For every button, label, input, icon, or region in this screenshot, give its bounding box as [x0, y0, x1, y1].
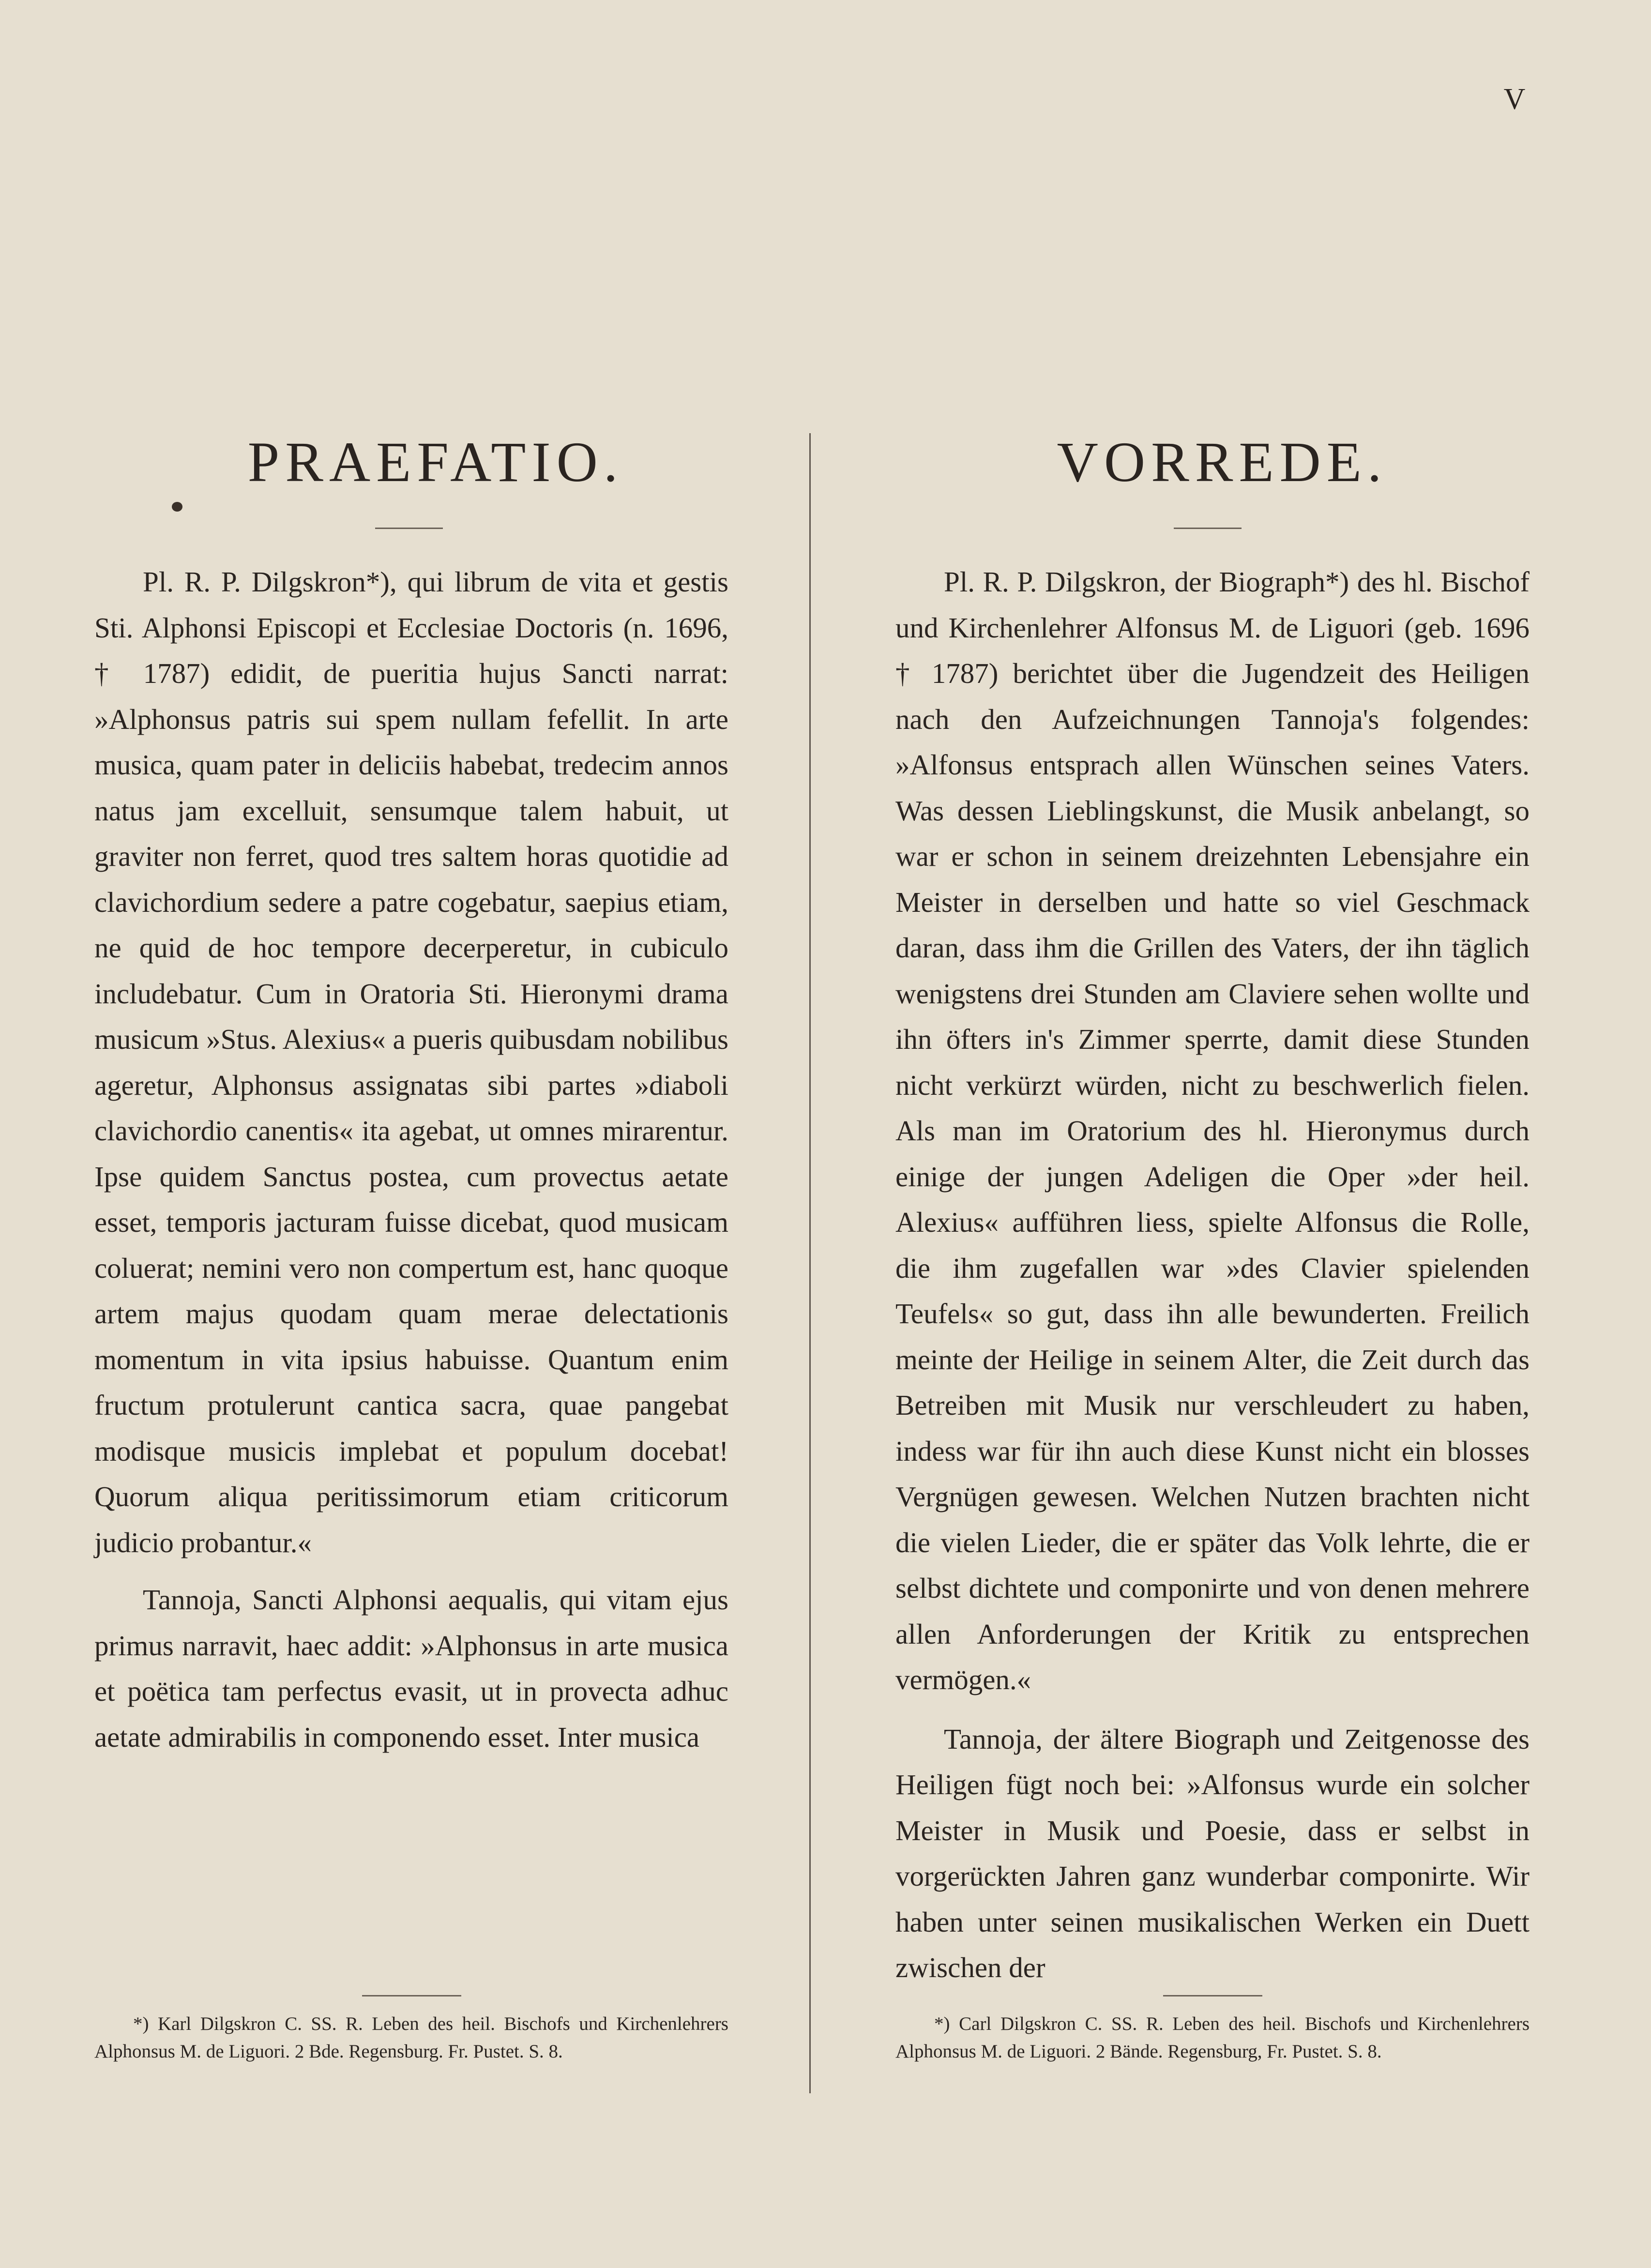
- latin-footnote-rule: [362, 1995, 461, 1996]
- german-paragraph-2: Tannoja, der ältere Biograph und Zeitgenosse des Heiligen fügt noch bei: »Alfonsus wurde ein solcher Meister in Musik und Poesie, dass er selbst in vorgerückten Jahren ganz wunderbar componirte. Wir haben unter seinen musikalischen Werken ein Duett zwischen der: [895, 1723, 1530, 1983]
- latin-column: [94, 426, 728, 1760]
- latin-title: PRAEFATIO.: [247, 430, 624, 494]
- german-footnote-rule: [1163, 1995, 1262, 1996]
- german-footnote-block: [895, 1995, 1530, 2065]
- page-number: V: [1503, 83, 1527, 116]
- german-title-rule: [1174, 528, 1242, 529]
- latin-footnote: *) Karl Dilgskron C. SS. R. Leben des heil. Bischofs und Kirchenlehrers Alphonsus M. de Liguori. 2 Bde. Regensburg. Fr. Pustet. S. 8.: [94, 2013, 728, 2062]
- latin-paragraph-1: Pl. R. P. Dilgskron*), qui librum de vita et gestis Sti. Alphonsi Episcopi et Ecclesiae Doctoris (n. 1696, † 1787) edidit, de pueritia hujus Sancti narrat: »Alphonsus patris sui spem nullam fefellit. In arte musica, quam pater in deliciis habebat, tredecim annos natus jam excelluit, sensumque talem habuit, ut graviter non ferret, quod tres saltem horas quotidie ad clavichordium sedere a patre cogebatur, saepius etiam, ne quid de hoc tempore decerperetur, in cubiculo includebatur. Cum in Oratoria Sti. Hieronymi drama musicum »Stus. Alexius« a pueris quibusdam nobilibus ageretur, Alphonsus assignatas sibi partes »diaboli clavichordio canentis« ita agebat, ut omnes mirarentur. Ipse quidem Sanctus postea, cum provectus aetate esset, temporis jacturam fuisse dicebat, quod musicam coluerat; nemini vero non compertum est, hanc quoque artem majus quodam quam merae delectationis momentum in vita ipsius habuisse. Quantum enim fructum protulerunt cantica sacra, quae pangebat modisque musicis implebat et populum docebat! Quorum aliqua peritissimorum etiam criticorum judicio probantur.«: [94, 566, 728, 1558]
- latin-footnote-block: [94, 1995, 728, 2065]
- column-divider: [809, 433, 811, 2093]
- latin-title-rule: [375, 528, 443, 529]
- german-title: VORREDE.: [1057, 430, 1388, 494]
- german-column: [895, 426, 1530, 1991]
- latin-body: [94, 559, 728, 1760]
- german-paragraph-1: Pl. R. P. Dilgskron, der Biograph*) des hl. Bischof und Kirchenlehrer Alfonsus M. de Liguori (geb. 1696 † 1787) berichtet über die Jugendzeit des Heiligen nach den Aufzeichnungen Tannoja's folgendes: »Alfonsus entsprach allen Wünschen seines Vaters. Was dessen Lieblingskunst, die Musik anbelangt, so war er schon in seinem dreizehnten Lebensjahre ein Meister in derselben und hatte so viel Geschmack daran, dass ihm die Grillen des Vaters, der ihn täglich wenigstens drei Stunden am Claviere sehen wollte und ihn öfters in's Zimmer sperrte, damit diese Stunden nicht verkürzt würden, nicht zu beschwerlich fielen. Als man im Oratorium des hl. Hieronymus durch einige der jungen Adeligen die Oper »der heil. Alexius« aufführen liess, spielte Alfonsus die Rolle, die ihm zugefallen war »des Clavier spielenden Teufels« so gut, dass ihn alle bewunderten. Freilich meinte der Heilige in seinem Alter, die Zeit durch das Betreiben mit Musik nur verschleudert zu haben, indess war für ihn auch diese Kunst nicht ein blosses Vergnügen gewesen. Welchen Nutzen brachten nicht die vielen Lieder, die er später das Volk lehrte, die er selbst dichtete und componirte und von denen mehrere allen Anforderungen der Kritik zu entsprechen vermögen.«: [895, 566, 1530, 1695]
- latin-paragraph-2: Tannoja, Sancti Alphonsi aequalis, qui vitam ejus primus narravit, haec addit: »Alphonsus in arte musica et poëtica tam perfectus evasit, ut in provecta adhuc aetate admirabilis in componendo esset. Inter musica: [94, 1584, 728, 1753]
- german-body: [895, 559, 1530, 1991]
- german-footnote: *) Carl Dilgskron C. SS. R. Leben des heil. Bischofs und Kirchenlehrers Alphonsus M. de Liguori. 2 Bände. Regensburg, Fr. Pustet. S. 8.: [895, 2013, 1530, 2062]
